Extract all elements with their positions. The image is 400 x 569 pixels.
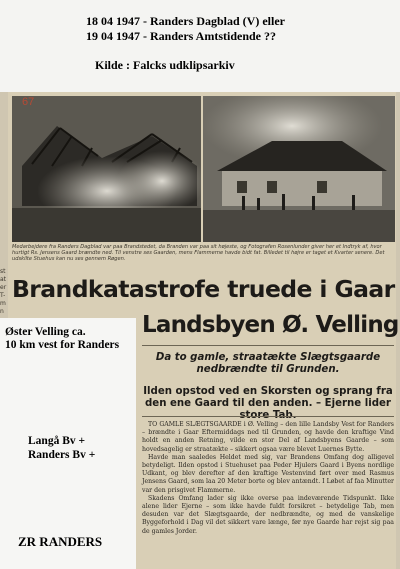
article-body: [142, 421, 394, 536]
fire-photograph: [12, 96, 395, 242]
lead-text: Ilden opstod ved en Skorsten og sprang fra den ene Gaard til den anden. – Ejerne lider: [143, 386, 393, 409]
article-paragraph: Havde man saaledes Heldet med sig, var Brandens Omfang dog alligevel betydeligt. Ilden opstod i Stuehuset paa Peder Hjulers Gaard i Byens nordlige Udkant, og blev derefter af den kraftige Vestenvind ført over med Rasmus Jensens Gaard, som laa 20 Meter borte og blev antændt. I Løbet af faa Minutter var den prisgivet Flammerne.: [142, 453, 394, 494]
location-line-2: 10 km vest for Randers: [5, 339, 120, 351]
photo-caption: Medarbejdere fra Randers Dagblad var paa Brandstedet, da Branden var paa sit højeste, og Fotografen Rosenlunder giver her et Indtryk af, hvor hurtigt Rs. Jensens Gaard brændte ned. Til venstre ses Gaarden, mens Flammerne havde bidt fat. Billedet til højre er taget et Kvarter senere. Det udskilte Stuehus kan nu ses gennem Røgen.: [12, 244, 385, 262]
handwritten-page-number: 67: [22, 96, 35, 108]
adjacent-column-fragment: st at er T- m n: [0, 268, 7, 315]
headline: Brandkatastrofe truede i Gaar: [12, 275, 395, 303]
divider-rule: [142, 345, 394, 346]
archive-author: ZR RANDERS: [18, 534, 103, 549]
archive-header-label: [0, 0, 400, 92]
paper-line-1: Langå Bv +: [28, 435, 86, 447]
subheadline: Landsbyen Ø. Velling: [142, 312, 399, 338]
date-source-line-2: 19 04 1947 - Randers Amtstidende ??: [86, 29, 277, 43]
article-paragraph: TO GAMLE SLÆGTSGAARDE i Ø. Velling – den lille Landsby Vest for Randers – brændte i Gaar Eftermiddags ned til Grunden, og havde den kraftige Vind holdt en anden Retning, vilde en stor Del af Landsbyens Gaarde – som hovedsagelig er straatækte – sikkert ogsaa være blevet Luernes Bytte.: [142, 421, 394, 453]
source-note: Kilde : Falcks udklipsarkiv: [95, 58, 235, 72]
archive-side-label: [0, 318, 136, 569]
date-source-line-1: 18 04 1947 - Randers Dagblad (V) eller: [86, 14, 285, 28]
fire-photo-illustration: [12, 96, 395, 242]
deck-text: Da to gamle, straatækte Slægtsgaarde nedbrændte til Grunden.: [155, 352, 381, 375]
article-paragraph: Skadens Omfang lader sig ikke overse paa indeværende Tidspunkt. Ikke alene lider Ejerne – som ikke havde fuldt forsikret – betydelige Tab, men desuden var det Slægtsgaarde, der nedbrændte, og med de vanskelige Byggeforhold i Dag vil det sikkert vare længe, før nye Gaarde har rejst sig paa de gamles Jorder.: [142, 494, 394, 535]
location-line-1: Øster Velling ca.: [5, 326, 86, 338]
divider-rule-2: [142, 416, 394, 417]
paper-line-2: Randers Bv +: [28, 449, 96, 461]
